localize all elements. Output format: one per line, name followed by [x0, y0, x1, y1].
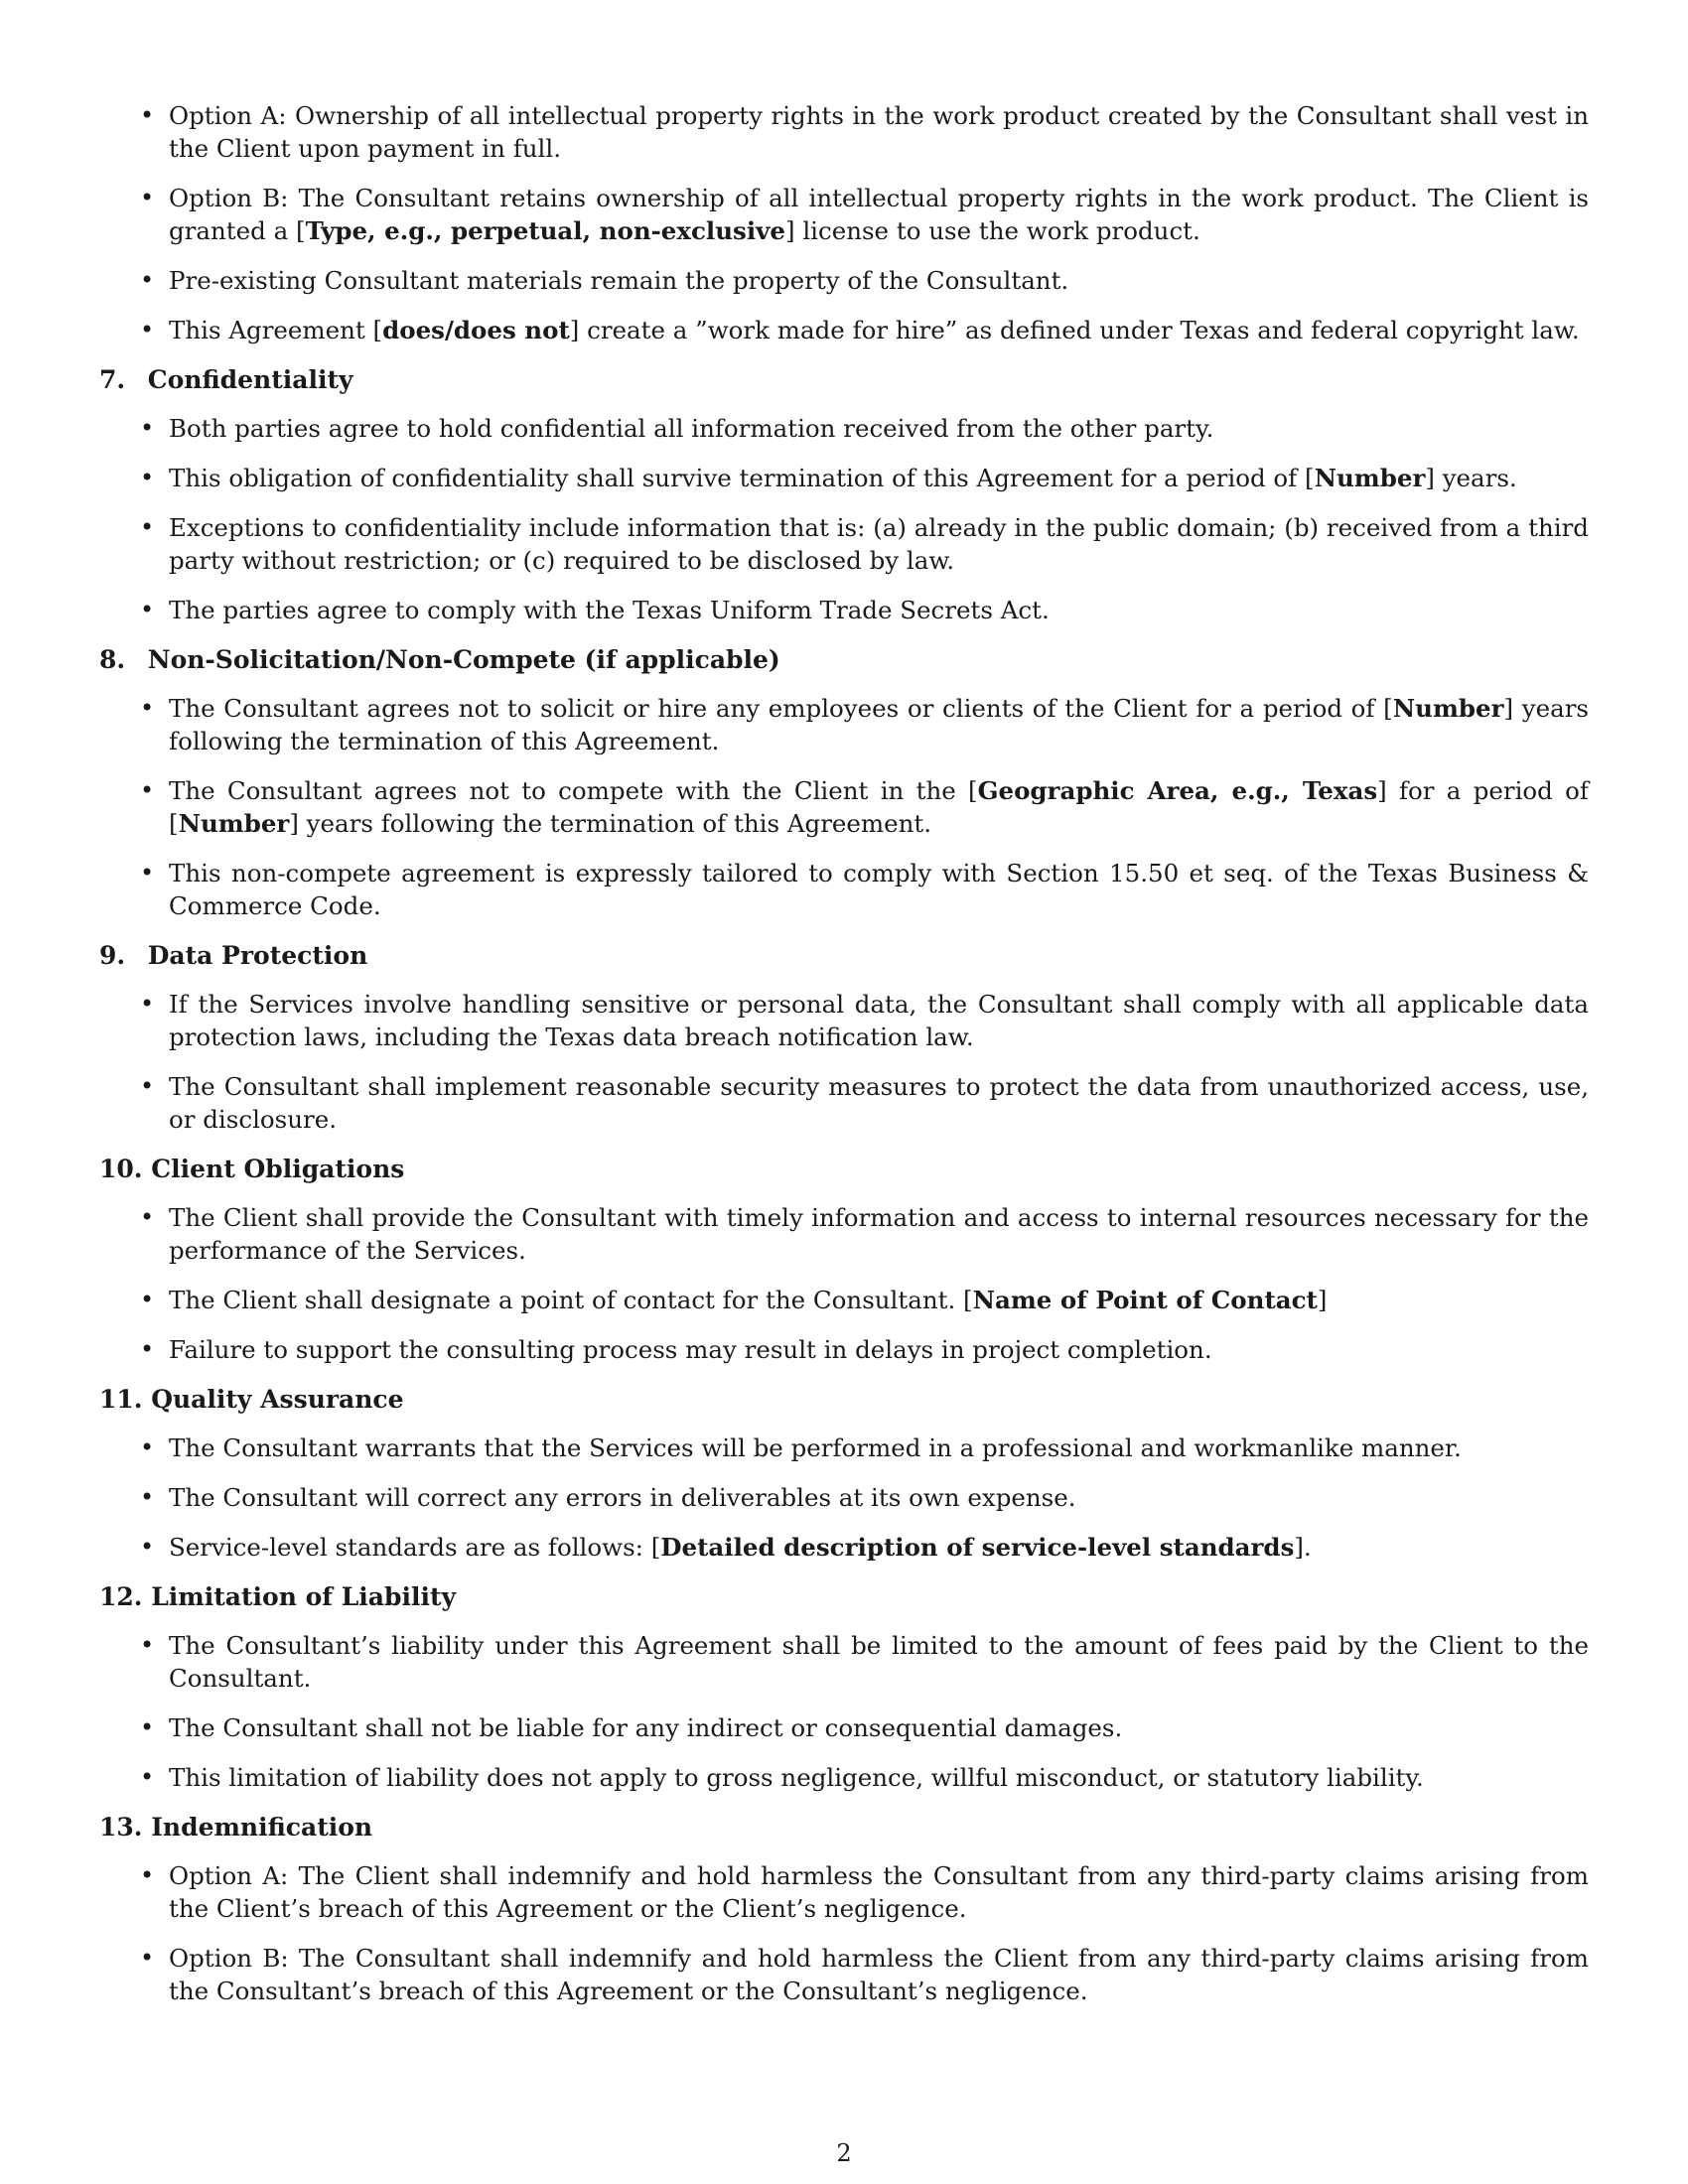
clause-text: The Client shall provide the Consultant with timely information and access to internal resources necessary for the performance of the Services.	[169, 1203, 1589, 1265]
list-item	[99, 511, 1589, 577]
section-title: Non-Solicitation/Non-Compete (if applicable)	[147, 645, 780, 674]
section-title: Limitation of Liability	[151, 1582, 457, 1611]
bullet-list	[99, 1629, 1589, 1794]
clause-text: Exceptions to confidentiality include information that is: (a) already in the public domain; (b) received from a third party without restriction; or (c) required to be disclosed by law.	[169, 513, 1589, 575]
clause-text: The parties agree to comply with the Texas Uniform Trade Secrets Act.	[169, 596, 1050, 624]
placeholder-field: Number	[1392, 694, 1504, 723]
list-item	[99, 99, 1589, 165]
section-11	[99, 1383, 1589, 1564]
bullet-list	[99, 988, 1589, 1136]
section-heading	[99, 939, 1589, 972]
clause-text: ] license to use the work product.	[784, 216, 1200, 245]
section-13	[99, 1811, 1589, 2007]
bullet-list	[99, 1432, 1589, 1564]
section-number: 8.	[99, 645, 126, 674]
clause-text: Option B: The Consultant shall indemnify and hold harmless the Client from any third-party claims arising from the Consultant’s breach of this Agreement or the Consultant’s negligence.	[169, 1944, 1589, 2005]
section-10	[99, 1153, 1589, 1366]
list-item	[99, 1284, 1589, 1316]
section-heading	[99, 1811, 1589, 1843]
section-title: Indemnification	[151, 1813, 373, 1842]
clause-text: This Agreement [	[169, 316, 383, 344]
clause-text: This obligation of confidentiality shall survive termination of this Agreement for a period of [	[169, 464, 1315, 492]
list-item	[99, 988, 1589, 1053]
clause-text: The Client shall designate a point of contact for the Consultant. [	[169, 1286, 973, 1314]
section-7	[99, 363, 1589, 626]
list-item	[99, 1531, 1589, 1564]
list-item	[99, 774, 1589, 840]
bullet-list	[99, 412, 1589, 626]
section-heading	[99, 1153, 1589, 1185]
section-9	[99, 939, 1589, 1136]
bullet-list	[99, 1859, 1589, 2007]
section-heading	[99, 1383, 1589, 1416]
list-item	[99, 1070, 1589, 1136]
clause-text: The Consultant’s liability under this Agreement shall be limited to the amount of fees paid by the Client to the Consultant.	[169, 1631, 1589, 1693]
list-item	[99, 1201, 1589, 1267]
clause-text: Failure to support the consulting process may result in delays in project completion.	[169, 1335, 1212, 1364]
placeholder-field: Name of Point of Contact	[972, 1286, 1318, 1314]
list-item	[99, 1333, 1589, 1366]
clause-text: ] for a period of [	[169, 776, 1589, 838]
section-continued	[99, 99, 1589, 346]
list-item	[99, 692, 1589, 757]
placeholder-field: Number	[1314, 464, 1426, 492]
section-title: Quality Assurance	[151, 1385, 404, 1414]
clause-text: The Consultant will correct any errors in deliverables at its own expense.	[169, 1483, 1076, 1512]
list-item	[99, 264, 1589, 297]
section-number: 13.	[99, 1813, 143, 1842]
list-item	[99, 412, 1589, 445]
clause-text: If the Services involve handling sensitive or personal data, the Consultant shall comply with all applicable data protection laws, including the Texas data breach notification law.	[169, 990, 1589, 1051]
list-item	[99, 182, 1589, 247]
section-8	[99, 643, 1589, 922]
list-item	[99, 1859, 1589, 1925]
clause-text: Service-level standards are as follows: [	[169, 1533, 661, 1562]
placeholder-field: does/does not	[382, 316, 570, 344]
list-item	[99, 1629, 1589, 1695]
clause-text: ] years following the termination of this Agreement.	[289, 809, 932, 838]
placeholder-field: Detailed description of service-level standards	[660, 1533, 1295, 1562]
clause-text: ]	[1317, 1286, 1328, 1314]
clause-text: The Consultant agrees not to solicit or hire any employees or clients of the Client for a period of [	[169, 694, 1393, 723]
clause-text: Option B: The Consultant retains ownership of all intellectual property rights in the work product. The Client is granted a [	[169, 184, 1589, 245]
placeholder-field: Type, e.g., perpetual, non-exclusive	[305, 216, 785, 245]
document-body	[99, 99, 1589, 2024]
list-item	[99, 314, 1589, 346]
clause-text: The Consultant agrees not to compete with the Client in the [	[169, 776, 978, 805]
clause-text: Option A: Ownership of all intellectual property rights in the work product created by the Consultant shall vest in the Client upon payment in full.	[169, 101, 1589, 163]
placeholder-field: Number	[178, 809, 290, 838]
list-item	[99, 1761, 1589, 1794]
clause-text: ].	[1294, 1533, 1312, 1562]
list-item	[99, 462, 1589, 494]
section-number: 7.	[99, 365, 126, 394]
clause-text: ] years.	[1425, 464, 1517, 492]
clause-text: The Consultant shall implement reasonable security measures to protect the data from unauthorized access, use, or disclosure.	[169, 1072, 1589, 1134]
clause-text: Both parties agree to hold confidential all information received from the other party.	[169, 414, 1214, 443]
list-item	[99, 1481, 1589, 1514]
list-item	[99, 1942, 1589, 2007]
section-number: 12.	[99, 1582, 143, 1611]
section-heading	[99, 643, 1589, 676]
bullet-list	[99, 1201, 1589, 1366]
clause-text: ] years following the termination of this Agreement.	[169, 694, 1589, 755]
section-number: 9.	[99, 941, 126, 970]
page-number: 2	[836, 2139, 852, 2167]
clause-text: The Consultant shall not be liable for any indirect or consequential damages.	[169, 1713, 1123, 1742]
section-title: Client Obligations	[151, 1155, 405, 1183]
placeholder-field: Geographic Area, e.g., Texas	[977, 776, 1378, 805]
section-number: 10.	[99, 1155, 143, 1183]
list-item	[99, 857, 1589, 922]
list-item	[99, 1432, 1589, 1464]
bullet-list	[99, 99, 1589, 346]
section-title: Data Protection	[147, 941, 368, 970]
clause-text: ] create a ”work made for hire” as defined under Texas and federal copyright law.	[569, 316, 1580, 344]
section-title: Confidentiality	[147, 365, 353, 394]
section-heading	[99, 363, 1589, 396]
section-heading	[99, 1580, 1589, 1613]
section-12	[99, 1580, 1589, 1794]
clause-text: This non-compete agreement is expressly tailored to comply with Section 15.50 et seq. of the Texas Business & Commerce Code.	[169, 859, 1589, 920]
clause-text: Option A: The Client shall indemnify and hold harmless the Consultant from any third-party claims arising from the Client’s breach of this Agreement or the Client’s negligence.	[169, 1861, 1589, 1923]
list-item	[99, 594, 1589, 626]
clause-text: Pre-existing Consultant materials remain the property of the Consultant.	[169, 266, 1069, 295]
clause-text: This limitation of liability does not apply to gross negligence, willful misconduct, or statutory liability.	[169, 1763, 1424, 1792]
section-number: 11.	[99, 1385, 143, 1414]
bullet-list	[99, 692, 1589, 922]
list-item	[99, 1711, 1589, 1744]
clause-text: The Consultant warrants that the Services will be performed in a professional and workmanlike manner.	[169, 1433, 1462, 1462]
